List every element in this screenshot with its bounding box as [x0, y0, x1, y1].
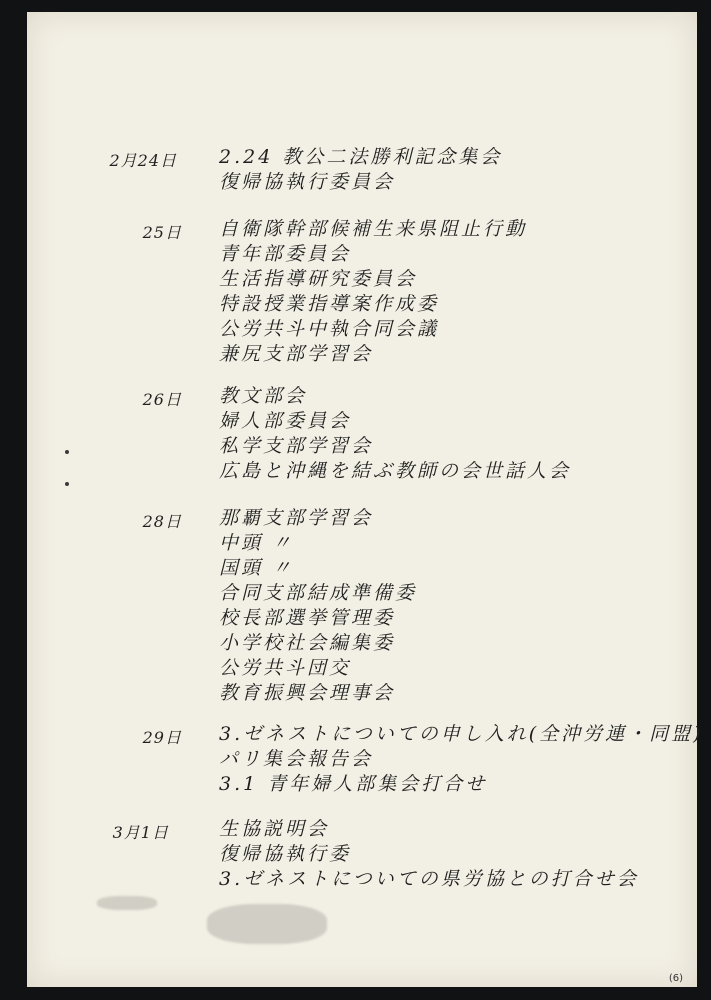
entry-items: [219, 817, 639, 892]
entry-item: 生活指導研究委員会: [219, 268, 418, 290]
ink-smudge: [97, 896, 157, 910]
entry-item: 合同支部結成準備委: [219, 582, 418, 604]
entry-item: 婦人部委員会: [219, 410, 352, 432]
entry-date: 28日: [142, 512, 182, 531]
entry-date: 26日: [142, 390, 182, 409]
entry-item: 私学支部学習会: [219, 435, 374, 457]
document-page: [27, 12, 704, 987]
entry-item: 復帰協執行委: [219, 843, 352, 865]
entry-item: 中頭 〃: [219, 532, 295, 554]
entry-item: 国頭 〃: [219, 557, 295, 579]
entry-item: 3.ゼネストについての県労協との打合せ会: [219, 868, 639, 890]
entry-item: 青年部委員会: [219, 243, 352, 265]
ink-smudge: [207, 904, 327, 944]
entry-date: 29日: [142, 728, 182, 747]
entry-item: 3.ゼネストについての申し入れ(全沖労連・同盟): [219, 723, 704, 745]
entry-item: 2.24 教公二法勝利記念集会: [219, 146, 503, 168]
entry-item: 特設授業指導案作成委: [219, 293, 440, 315]
entry-item: 公労共斗中執合同会議: [219, 318, 440, 340]
entry-item: 教文部会: [219, 385, 308, 407]
entry-item: 公労共斗団交: [219, 657, 352, 679]
entry-date: 3月1日: [112, 823, 169, 842]
entry-items: [219, 145, 502, 195]
entry-item: パリ集会報告会: [219, 748, 374, 770]
entry-item: 兼尻支部学習会: [219, 343, 374, 365]
entry-item: 那覇支部学習会: [219, 507, 374, 529]
page-number: (6): [668, 973, 683, 984]
entry-item: 校長部選挙管理委: [219, 607, 396, 629]
entry-item: 自衛隊幹部候補生来県阻止行動: [219, 218, 528, 240]
punch-hole-mark: [65, 482, 69, 486]
entry-item: 広島と沖縄を結ぶ教師の会世話人会: [219, 460, 572, 482]
entry-items: [219, 217, 527, 367]
entry-items: [219, 506, 417, 706]
entry-date: 25日: [142, 223, 182, 242]
entry-items: [219, 384, 571, 484]
entry-item: 教育振興会理事会: [219, 682, 396, 704]
entry-item: 小学校社会編集委: [219, 632, 396, 654]
entry-item: 3.1 青年婦人部集会打合せ: [219, 773, 488, 795]
entry-item: 復帰協執行委員会: [219, 171, 396, 193]
entry-items: [219, 722, 704, 797]
entry-date: 2月24日: [109, 151, 177, 170]
punch-hole-mark: [65, 450, 69, 454]
entry-item: 生協説明会: [219, 818, 330, 840]
